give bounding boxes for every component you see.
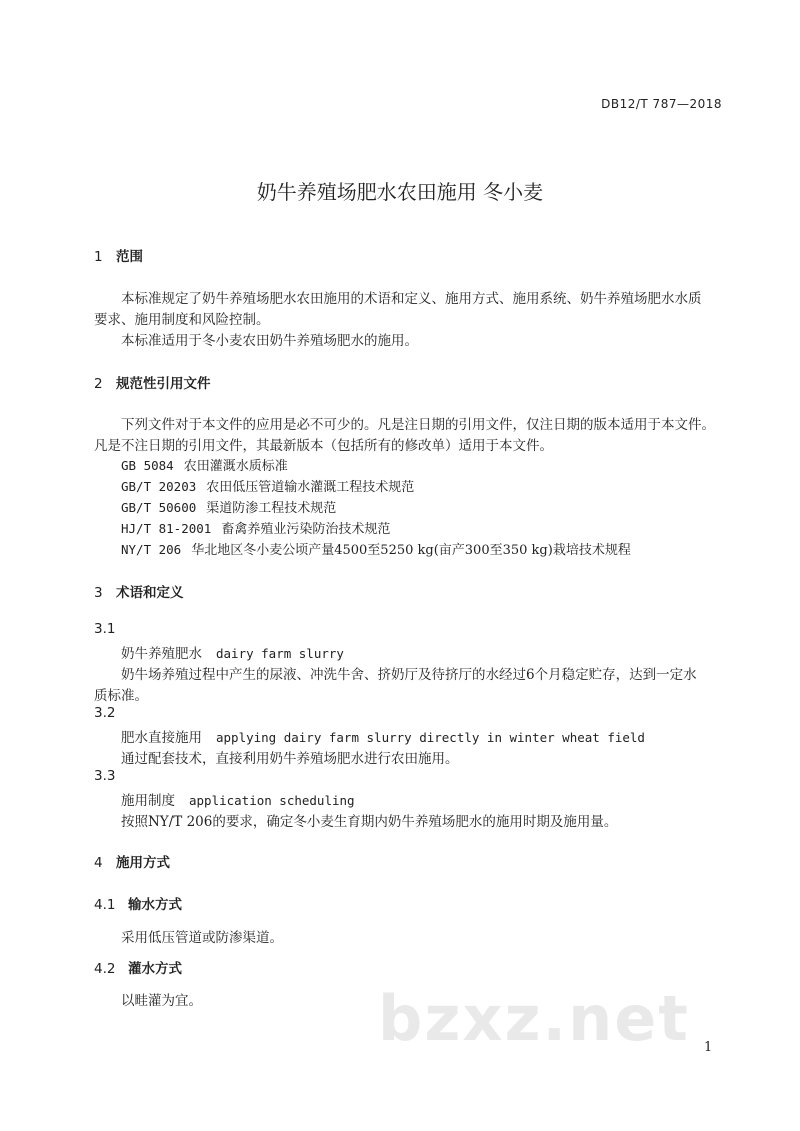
subsection-4-2-heading	[94, 957, 182, 977]
term-heading	[121, 789, 355, 809]
section-2-paragraph-cont: 凡是不注日期的引用文件，其最新版本（包括所有的修改单）适用于本文件。	[94, 438, 553, 454]
section-2-heading	[94, 372, 211, 392]
reference-name: 农田低压管道输水灌溉工程技术规范	[206, 480, 415, 495]
subsection-4-2-text: 以畦灌为宜。	[121, 993, 202, 1009]
reference-name: 畜禽养殖业污染防治技术规范	[221, 522, 391, 537]
term-zh: 奶牛养殖肥水	[121, 646, 202, 662]
document-title: 奶牛养殖场肥水农田施用 冬小麦	[256, 180, 544, 204]
term-zh: 肥水直接施用	[121, 730, 202, 746]
page-number: 1	[704, 1040, 713, 1055]
term-heading	[121, 642, 344, 662]
term-number: 3.2	[94, 705, 116, 721]
subsection-4-1-text: 采用低压管道或防渗渠道。	[121, 930, 283, 946]
reference-item	[121, 539, 631, 558]
document-code: DB12/T 787—2018	[601, 97, 722, 111]
reference-code: HJ/T 81-2001	[121, 521, 212, 536]
reference-item	[121, 518, 390, 537]
section-2-paragraph: 下列文件对于本文件的应用是必不可少的。凡是注日期的引用文件，仅注日期的版本适用于本文件。	[121, 417, 715, 433]
term-number: 3.3	[94, 768, 116, 784]
reference-name: 华北地区冬小麦公顷产量4500至5250 kg(亩产300至350 kg)栽培技术规程	[191, 543, 631, 558]
subsection-title: 输水方式	[128, 897, 182, 913]
term-heading	[121, 726, 645, 746]
term-en: applying dairy farm slurry directly in winter wheat field	[216, 730, 645, 745]
subsection-number: 4.1	[94, 897, 116, 913]
term-en: application scheduling	[189, 793, 355, 808]
section-3-heading	[94, 581, 184, 601]
section-number: 3	[94, 585, 103, 601]
term-definition-cont: 质标准。	[94, 688, 148, 704]
subsection-number: 4.2	[94, 961, 116, 977]
section-title: 规范性引用文件	[116, 376, 211, 392]
section-4-heading	[94, 851, 170, 871]
reference-item	[121, 455, 288, 474]
section-number: 2	[94, 376, 103, 392]
term-en: dairy farm slurry	[216, 646, 344, 661]
reference-code: GB/T 20203	[121, 479, 197, 494]
reference-code: GB/T 50600	[121, 500, 197, 515]
section-1-paragraph-2: 本标准适用于冬小麦农田奶牛养殖场肥水的施用。	[121, 333, 418, 349]
section-title: 施用方式	[116, 855, 170, 871]
reference-name: 渠道防渗工程技术规范	[206, 501, 337, 516]
section-number: 1	[94, 249, 103, 265]
reference-name: 农田灌溉水质标准	[183, 459, 288, 474]
section-number: 4	[94, 855, 103, 871]
term-zh: 施用制度	[121, 793, 175, 809]
reference-item	[121, 497, 336, 516]
term-definition: 通过配套技术，直接利用奶牛养殖场肥水进行农田施用。	[121, 751, 459, 767]
section-title: 范围	[116, 249, 143, 265]
term-definition: 奶牛场养殖过程中产生的尿液、冲洗牛舍、挤奶厅及待挤厅的水经过6个月稳定贮存，达到一定水	[121, 667, 697, 683]
reference-code: NY/T 206	[121, 542, 182, 557]
section-1-paragraph-cont: 要求、施用制度和风险控制。	[94, 312, 270, 328]
subsection-title: 灌水方式	[128, 961, 182, 977]
subsection-4-1-heading	[94, 893, 182, 913]
term-definition: 按照NY/T 206的要求，确定冬小麦生育期内奶牛养殖场肥水的施用时期及施用量。	[121, 814, 618, 830]
section-1-heading	[94, 245, 143, 265]
section-title: 术语和定义	[116, 585, 184, 601]
section-1-paragraph: 本标准规定了奶牛养殖场肥水农田施用的术语和定义、施用方式、施用系统、奶牛养殖场肥水水质	[121, 291, 702, 307]
reference-item	[121, 476, 414, 495]
term-number: 3.1	[94, 621, 116, 637]
watermark: bzxz.net	[378, 982, 690, 1055]
reference-code: GB 5084	[121, 458, 174, 473]
